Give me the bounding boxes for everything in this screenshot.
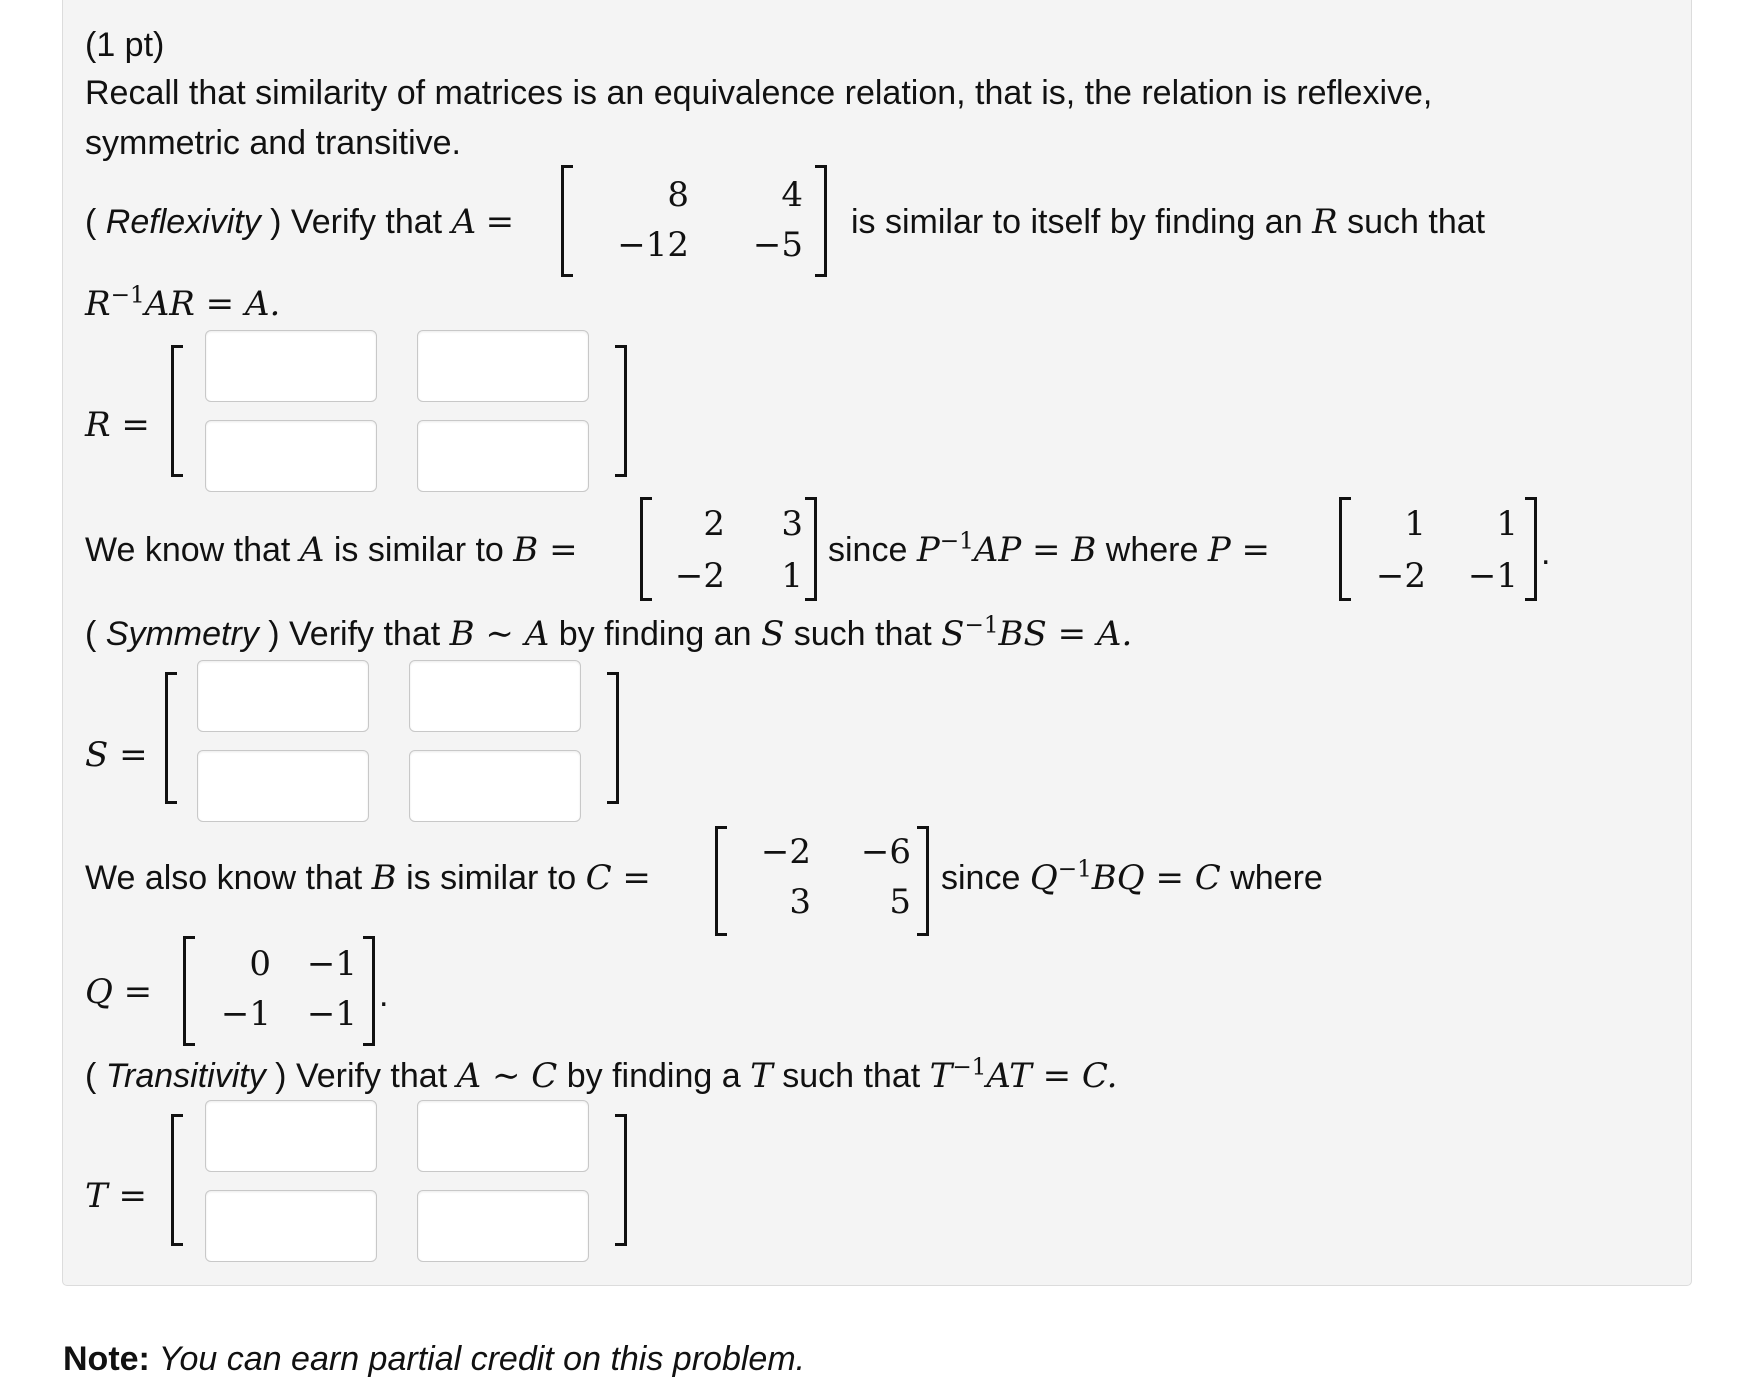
c-since-statement: since $Q^{-1}BQ = C$ where — [941, 856, 1323, 898]
matrix-c-left-bracket — [715, 826, 727, 936]
matrix-b-entry: −2 — [674, 556, 725, 596]
t-left-bracket — [171, 1114, 183, 1246]
c-similar-statement: We also know that B is similar to C = — [85, 858, 651, 898]
q-label: Q = — [85, 972, 153, 1012]
note-text: You can earn partial credit on this problem. — [149, 1340, 806, 1378]
points-label: (1 pt) — [85, 26, 165, 64]
r-answer-input[interactable] — [205, 420, 377, 492]
matrix-p-entry: 1 — [1404, 504, 1426, 544]
matrix-a-entry: −5 — [752, 225, 803, 265]
matrix-q-left-bracket — [183, 936, 195, 1046]
matrix-c-entry: 3 — [789, 882, 811, 922]
symmetry-statement: ( Symmetry ) Verify that B ∼ A by finding an S such that $S^{-1}BS = A$. — [85, 612, 1133, 654]
r-right-bracket — [615, 345, 627, 477]
matrix-b-left-bracket — [640, 497, 652, 601]
matrix-a-right-bracket — [815, 165, 827, 277]
b-similar-statement: We know that A is similar to B = — [85, 530, 578, 570]
r-answer-input[interactable] — [417, 420, 589, 492]
symmetry-label: Symmetry — [105, 615, 259, 653]
matrix-a-entry: 4 — [781, 175, 803, 215]
s-label: S = — [85, 735, 148, 775]
matrix-b-entry: 2 — [703, 504, 725, 544]
matrix-p-entry: −1 — [1467, 556, 1518, 596]
partial-credit-note — [63, 1340, 805, 1379]
s-answer-input[interactable] — [409, 660, 581, 732]
note-label: Note: — [63, 1340, 150, 1378]
matrix-b-entry: 1 — [781, 556, 803, 596]
matrix-q-entry: −1 — [306, 994, 357, 1034]
matrix-p-entry: 1 — [1496, 504, 1518, 544]
matrix-b-entry: 3 — [781, 504, 803, 544]
matrix-a-left-bracket — [561, 165, 573, 277]
reflexivity-statement-end: is similar to itself by finding an R such that — [851, 202, 1486, 242]
matrix-b-right-bracket — [805, 497, 817, 601]
matrix-c-right-bracket — [917, 826, 929, 936]
t-answer-input[interactable] — [417, 1100, 589, 1172]
t-answer-input[interactable] — [205, 1100, 377, 1172]
matrix-p-right-bracket — [1525, 497, 1537, 601]
matrix-c-entry: 5 — [889, 882, 911, 922]
s-left-bracket — [165, 672, 177, 804]
matrix-a-entry: 8 — [667, 175, 689, 215]
transitivity-statement: ( Transitivity ) Verify that A ∼ C by finding a T such that $T^{-1}AT = C$. — [85, 1054, 1118, 1096]
r-left-bracket — [171, 345, 183, 477]
matrix-p-entry: −2 — [1375, 556, 1426, 596]
s-right-bracket — [607, 672, 619, 804]
matrix-q-entry: −1 — [220, 994, 271, 1034]
t-answer-input[interactable] — [205, 1190, 377, 1262]
reflexivity-equation: $R^{-1}AR = A$. — [85, 282, 281, 324]
matrix-c-entry: −2 — [760, 832, 811, 872]
matrix-a-entry: −12 — [617, 225, 689, 265]
matrix-p-left-bracket — [1339, 497, 1351, 601]
r-answer-input[interactable] — [205, 330, 377, 402]
matrix-q-entry: −1 — [306, 944, 357, 984]
b-since-statement: since $P^{-1}AP = B$ where P = — [828, 528, 1271, 570]
s-answer-input[interactable] — [197, 750, 369, 822]
matrix-q-right-bracket — [363, 936, 375, 1046]
s-answer-input[interactable] — [197, 660, 369, 732]
matrix-c-entry: −6 — [860, 832, 911, 872]
r-answer-input[interactable] — [417, 330, 589, 402]
t-label: T = — [85, 1176, 147, 1216]
t-answer-input[interactable] — [417, 1190, 589, 1262]
problem-panel — [62, 0, 1692, 1286]
reflexivity-label: Reflexivity — [105, 203, 261, 241]
r-label: R = — [85, 405, 150, 445]
t-right-bracket — [615, 1114, 627, 1246]
matrix-q-entry: 0 — [249, 944, 271, 984]
reflexivity-statement: ( Reflexivity ) Verify that A = — [85, 202, 515, 242]
transitivity-label: Transitivity — [105, 1057, 266, 1095]
q-period: . — [379, 976, 389, 1014]
s-answer-input[interactable] — [409, 750, 581, 822]
intro-line-2: symmetric and transitive. — [85, 124, 461, 162]
b-period: . — [1541, 534, 1551, 572]
intro-line-1: Recall that similarity of matrices is an equivalence relation, that is, the relation is reflexive, — [85, 74, 1433, 112]
